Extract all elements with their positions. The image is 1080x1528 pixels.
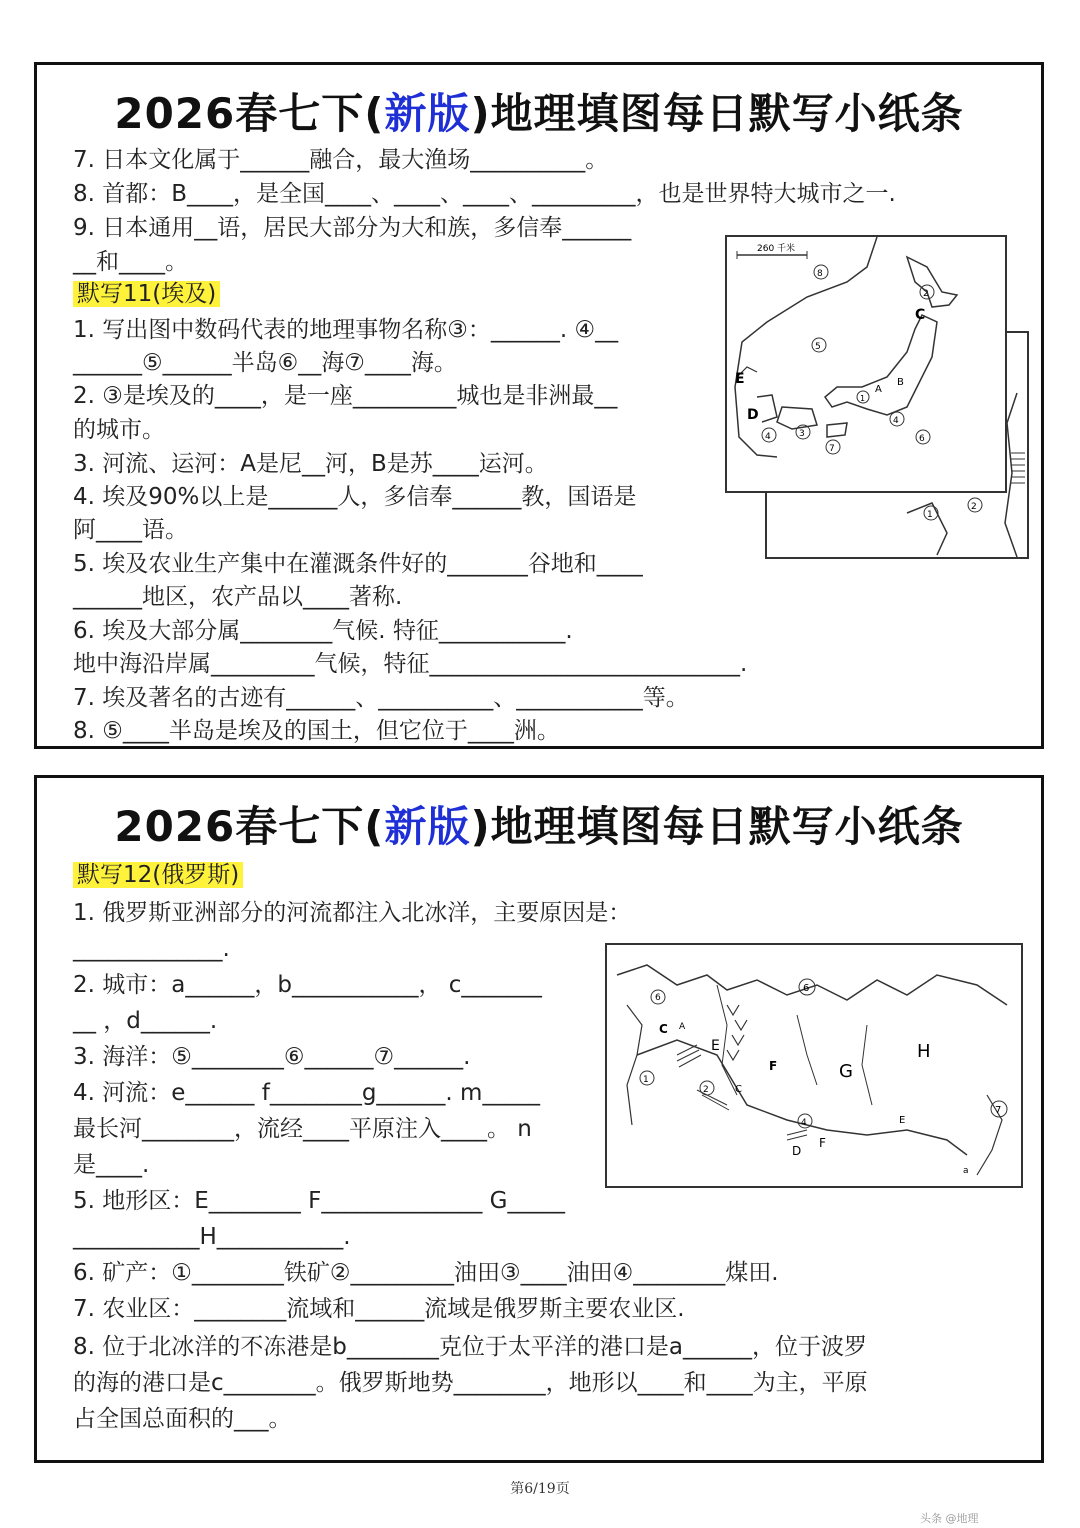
question-line: __和____。 bbox=[73, 249, 188, 275]
svg-text:C: C bbox=[659, 1022, 668, 1036]
question-line: 地中海沿岸属_________气候，特征___________________________. bbox=[73, 651, 748, 677]
svg-text:2: 2 bbox=[703, 1085, 709, 1095]
card-title: 2026春七下(新版)地理填图每日默写小纸条 bbox=[114, 89, 964, 138]
svg-text:A: A bbox=[679, 1022, 686, 1032]
svg-text:C: C bbox=[915, 307, 926, 323]
svg-text:8: 8 bbox=[817, 269, 823, 279]
question-line: 占全国总面积的___。 bbox=[73, 1406, 292, 1432]
question-line: 3. 海洋：⑤________⑥______⑦______. bbox=[73, 1044, 471, 1070]
svg-text:1: 1 bbox=[860, 394, 866, 403]
svg-text:7: 7 bbox=[995, 1105, 1002, 1116]
question-line: 6. 埃及大部分属________气候. 特征___________. bbox=[73, 618, 573, 644]
question-line: 7. 日本文化属于______融合，最大渔场__________。 bbox=[73, 147, 609, 173]
svg-text:A: A bbox=[875, 384, 882, 395]
worksheet-card-1 bbox=[34, 62, 1044, 749]
question-line: ______地区，农产品以____著称. bbox=[73, 584, 403, 610]
russia-map bbox=[605, 943, 1023, 1188]
svg-text:F: F bbox=[769, 1059, 778, 1073]
question-line: 1. 写出图中数码代表的地理事物名称③：______. ④__ bbox=[73, 317, 619, 343]
svg-text:6: 6 bbox=[655, 993, 661, 1003]
question-line: 6. 矿产：①________铁矿②_________油田③____油田④________煤田. bbox=[73, 1260, 779, 1286]
question-line: 7. 埃及著名的古迹有______、__________、___________等。 bbox=[73, 685, 689, 711]
question-line: __ ，d______. bbox=[73, 1008, 218, 1034]
svg-text:4: 4 bbox=[765, 432, 771, 442]
svg-text:5: 5 bbox=[815, 342, 821, 352]
question-line: 的海的港口是c________。俄罗斯地势________，地形以____和____为主，平原 bbox=[73, 1370, 868, 1396]
question-line: 4. 河流：e______ f________g______. m_____ bbox=[73, 1080, 540, 1106]
svg-text:4: 4 bbox=[893, 416, 899, 426]
svg-text:4: 4 bbox=[801, 1118, 807, 1128]
svg-text:1: 1 bbox=[643, 1075, 649, 1085]
question-line: 1. 俄罗斯亚洲部分的河流都注入北冰洋，主要原因是： bbox=[73, 900, 632, 926]
question-line: 的城市。 bbox=[73, 417, 165, 443]
svg-text:D: D bbox=[792, 1144, 802, 1158]
svg-text:7: 7 bbox=[829, 444, 835, 454]
question-line: 4. 埃及90%以上是______人，多信奉______教，国语是 bbox=[73, 484, 637, 510]
svg-text:D: D bbox=[747, 407, 759, 423]
question-line: 8. 首都：B____，是全国____、____、____、_________，也是世界特大城市之一. bbox=[73, 181, 896, 207]
question-line: 2. ③是埃及的____，是一座_________城也是非洲最__ bbox=[73, 383, 618, 409]
question-line: 5. 埃及农业生产集中在灌溉条件好的_______谷地和____ bbox=[73, 551, 643, 577]
svg-text:E: E bbox=[899, 1115, 906, 1126]
watermark: 头条 @地理 bbox=[920, 1512, 979, 1525]
svg-text:a: a bbox=[963, 1166, 969, 1176]
question-line: 5. 地形区：E________ F______________ G_____ bbox=[73, 1188, 565, 1214]
section-tag: 默写11(埃及) bbox=[73, 279, 220, 309]
svg-text:1: 1 bbox=[927, 510, 933, 520]
question-line: _____________. bbox=[73, 936, 230, 962]
svg-text:B: B bbox=[897, 377, 904, 388]
question-line: 3. 河流、运河：A是尼__河，B是苏____运河。 bbox=[73, 451, 548, 477]
question-line: 9. 日本通用__语，居民大部分为大和族，多信奉______ bbox=[73, 215, 632, 241]
svg-text:C: C bbox=[735, 1084, 742, 1095]
svg-text:2: 2 bbox=[923, 289, 929, 299]
question-line: ___________H___________. bbox=[73, 1224, 351, 1250]
svg-text:2: 2 bbox=[971, 502, 977, 512]
svg-text:E: E bbox=[711, 1038, 720, 1054]
svg-text:F: F bbox=[819, 1136, 826, 1150]
svg-text:H: H bbox=[917, 1041, 931, 1062]
question-line: 2. 城市：a______，b___________， c_______ bbox=[73, 972, 542, 998]
svg-text:3: 3 bbox=[799, 429, 805, 439]
map-scale-label: 260 千米 bbox=[757, 244, 796, 254]
question-line: 最长河________，流经____平原注入____。 n bbox=[73, 1116, 532, 1142]
japan-map bbox=[725, 235, 1007, 493]
svg-text:6: 6 bbox=[919, 434, 925, 444]
svg-text:G: G bbox=[839, 1061, 853, 1082]
question-line: 8. 位于北冰洋的不冻港是b________克位于太平洋的港口是a______，位于波罗 bbox=[73, 1334, 867, 1360]
worksheet-card-2 bbox=[34, 775, 1044, 1463]
card-title: 2026春七下(新版)地理填图每日默写小纸条 bbox=[114, 802, 964, 851]
page-number: 第6/19页 bbox=[510, 1481, 570, 1497]
question-line: 8. ⑤____半岛是埃及的国土，但它位于____洲。 bbox=[73, 718, 560, 744]
question-line: ______⑤______半岛⑥__海⑦____海。 bbox=[73, 350, 457, 376]
question-line: 是____. bbox=[73, 1152, 150, 1178]
section-tag: 默写12(俄罗斯) bbox=[73, 860, 243, 890]
svg-text:6: 6 bbox=[803, 983, 810, 994]
question-line: 阿____语。 bbox=[73, 517, 188, 543]
svg-text:E: E bbox=[735, 371, 745, 387]
question-line: 7. 农业区：________流域和______流域是俄罗斯主要农业区. bbox=[73, 1296, 685, 1322]
